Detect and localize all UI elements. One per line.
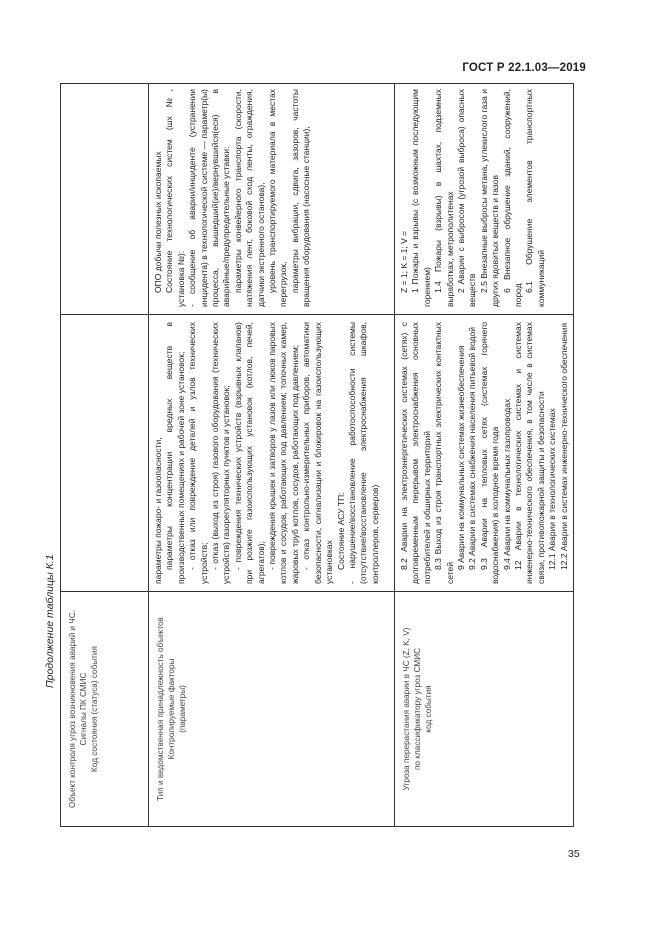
rotated-table xyxy=(60,83,574,827)
column-body-object xyxy=(61,84,148,591)
cell-paragraph: параметры пожаро- и газоопасности, xyxy=(153,437,163,584)
cell-paragraph: 9 Аварии на коммунальных системах жизнеобеспечения xyxy=(456,345,467,570)
cell-paragraph: 8.2 Аварии на электроэнергетических системах (сетях) с долговременным перерывом электроснабжения основных потребителей и обширных территорий xyxy=(399,322,432,584)
page-number: 35 xyxy=(568,848,580,860)
header-line: по классификатору угроз СМИС xyxy=(413,647,422,771)
cell-paragraph: параметры концентрации вредных веществ в производственных помещениях и рабочей зоне установок; xyxy=(164,322,186,584)
header-line: Тип и ведомственная принадлежность объектов xyxy=(156,617,165,801)
cell-paragraph: уровень транспортируемого материала в местах перегрузок, xyxy=(267,89,289,307)
column-body-type xyxy=(149,84,394,591)
cell-paragraph: Состояние технологических систем (шх №, установка №): xyxy=(164,89,186,307)
table-column-threat xyxy=(394,83,574,827)
column-body-threat xyxy=(395,84,573,591)
cell-paragraph: 1.4 Пожары (взрывы) в шахтах, подземных выработках, метрополитенах xyxy=(433,89,455,307)
table-column-object xyxy=(60,83,149,827)
cell-paragraph: - отказ (выход из строя) газового оборудования (технических устройств) газорегуляторных пунктов и установок; xyxy=(210,322,232,584)
cell-paragraph: 2 Аварии с выбросом (угрозой выброса) опасных веществ xyxy=(456,89,478,307)
standard-id: ГОСТ Р 22.1.03—2019 xyxy=(462,62,586,74)
header-line: Сигналы ПК СМИС xyxy=(79,672,88,746)
column-header-threat xyxy=(395,591,573,826)
cell-paragraph: - нарушение/восстановление работоспособности системы (отсутствие/восстановление электроснабжения шкафов, контроллеров, серверов) xyxy=(346,322,380,584)
row-separator xyxy=(61,314,148,315)
cell-paragraph: 1 Пожары и взрывы (с возможным последующим горением) xyxy=(410,89,432,307)
header-line: код события xyxy=(424,685,433,733)
cell-paragraph: 12.2 Аварии в системах инженерно-технического обеспечения xyxy=(558,322,569,570)
cell-type-block-2 xyxy=(149,82,394,314)
header-line: (параметры) xyxy=(178,685,187,733)
cell-paragraph: - отказ или повреждение деталей и узлов технических устройств; xyxy=(187,322,209,584)
cell-paragraph: Z = 1; K = 1; V = xyxy=(399,230,409,293)
cell-paragraph: 2.5 Внезапные выбросы метана, углекислого газа и других ядовитых веществ и газов xyxy=(478,89,501,307)
header-line: Угроза перерастания аварии в ЧС (Z, K, V) xyxy=(402,627,411,791)
cell-paragraph: 9.2 Аварии в системах снабжения населения питьевой водой xyxy=(467,327,478,570)
row-separator xyxy=(395,314,573,315)
cell-paragraph: 9.3 Аварии на тепловых сетях (системах горячего водоснабжения) в холодное время года xyxy=(478,322,501,584)
cell-paragraph: 12 Аварии в технологических системах и системах инженерно-технического обеспечения, в том числе в системах связи, противопожарной защиты и безопасности xyxy=(513,322,546,584)
cell-paragraph: Состояние АСУ ТП: xyxy=(335,492,346,570)
cell-paragraph: 9.4 Аварии на коммунальных газопроводах xyxy=(501,398,512,570)
header-line: Объект контроля угроз возникновения аварий и ЧС. xyxy=(68,610,77,808)
cell-paragraph: - повреждения технических устройств (взрывных клапанов) при розжиге газоиспользующих установок (котлов, печей, агрегатов); xyxy=(232,322,266,584)
header-line: Код состояния (статуса) события xyxy=(90,646,99,772)
table-column-type xyxy=(148,83,395,827)
cell-paragraph: 6.1 Обрушение элементов транспортных коммуникаций xyxy=(524,89,546,307)
header-line: Контролируемые факторы xyxy=(167,658,176,760)
cell-type-block-1 xyxy=(149,315,394,591)
row-separator xyxy=(149,314,394,315)
column-header-object xyxy=(61,591,148,826)
cell-paragraph: 6 Внезапное обрушение зданий, сооружений, пород xyxy=(501,89,524,307)
cell-paragraph: 8.3 Выход из строя транспортных электрических контактных сетей xyxy=(433,322,455,584)
cell-threat-block-1 xyxy=(395,315,573,591)
cell-paragraph: - сообщение об аварии/инциденте (устранении инцидента) в технологической системе — параметр(ы) процесса, вышедший(ие)/вернувшийся(еся) в аварийные/предупредительные уставки: xyxy=(187,89,232,307)
cell-paragraph: 12.1 Аварии в технологических системах xyxy=(547,408,558,570)
column-header-type xyxy=(149,591,394,826)
cell-threat-block-2 xyxy=(395,82,573,314)
cell-paragraph: параметры вибрации, сдвига, зазоров, частоты вращения оборудования (насосные станции), xyxy=(289,89,312,307)
table-caption: Продолжение таблицы К.1 xyxy=(44,554,56,688)
cell-paragraph: - отказ контрольно-измерительных приборов, автоматики безопасности, сигнализации и блокировок на газоиспользующих установках xyxy=(301,322,335,584)
cell-paragraph: параметры конвейерного транспорта (скорости, натяжения лент, боковой сход ленты, ограждения, датчики экстренного останова), xyxy=(232,89,266,307)
cell-paragraph: ОПО добычи полезных ископаемых xyxy=(153,151,163,293)
cell-paragraph: - повреждения крышек и затворов у лазов или люков паровых котлов и сосудов, работающих под давлением; топочных камер, жаровых труб котлов, сосудов, работающих под давлением; xyxy=(267,322,300,584)
